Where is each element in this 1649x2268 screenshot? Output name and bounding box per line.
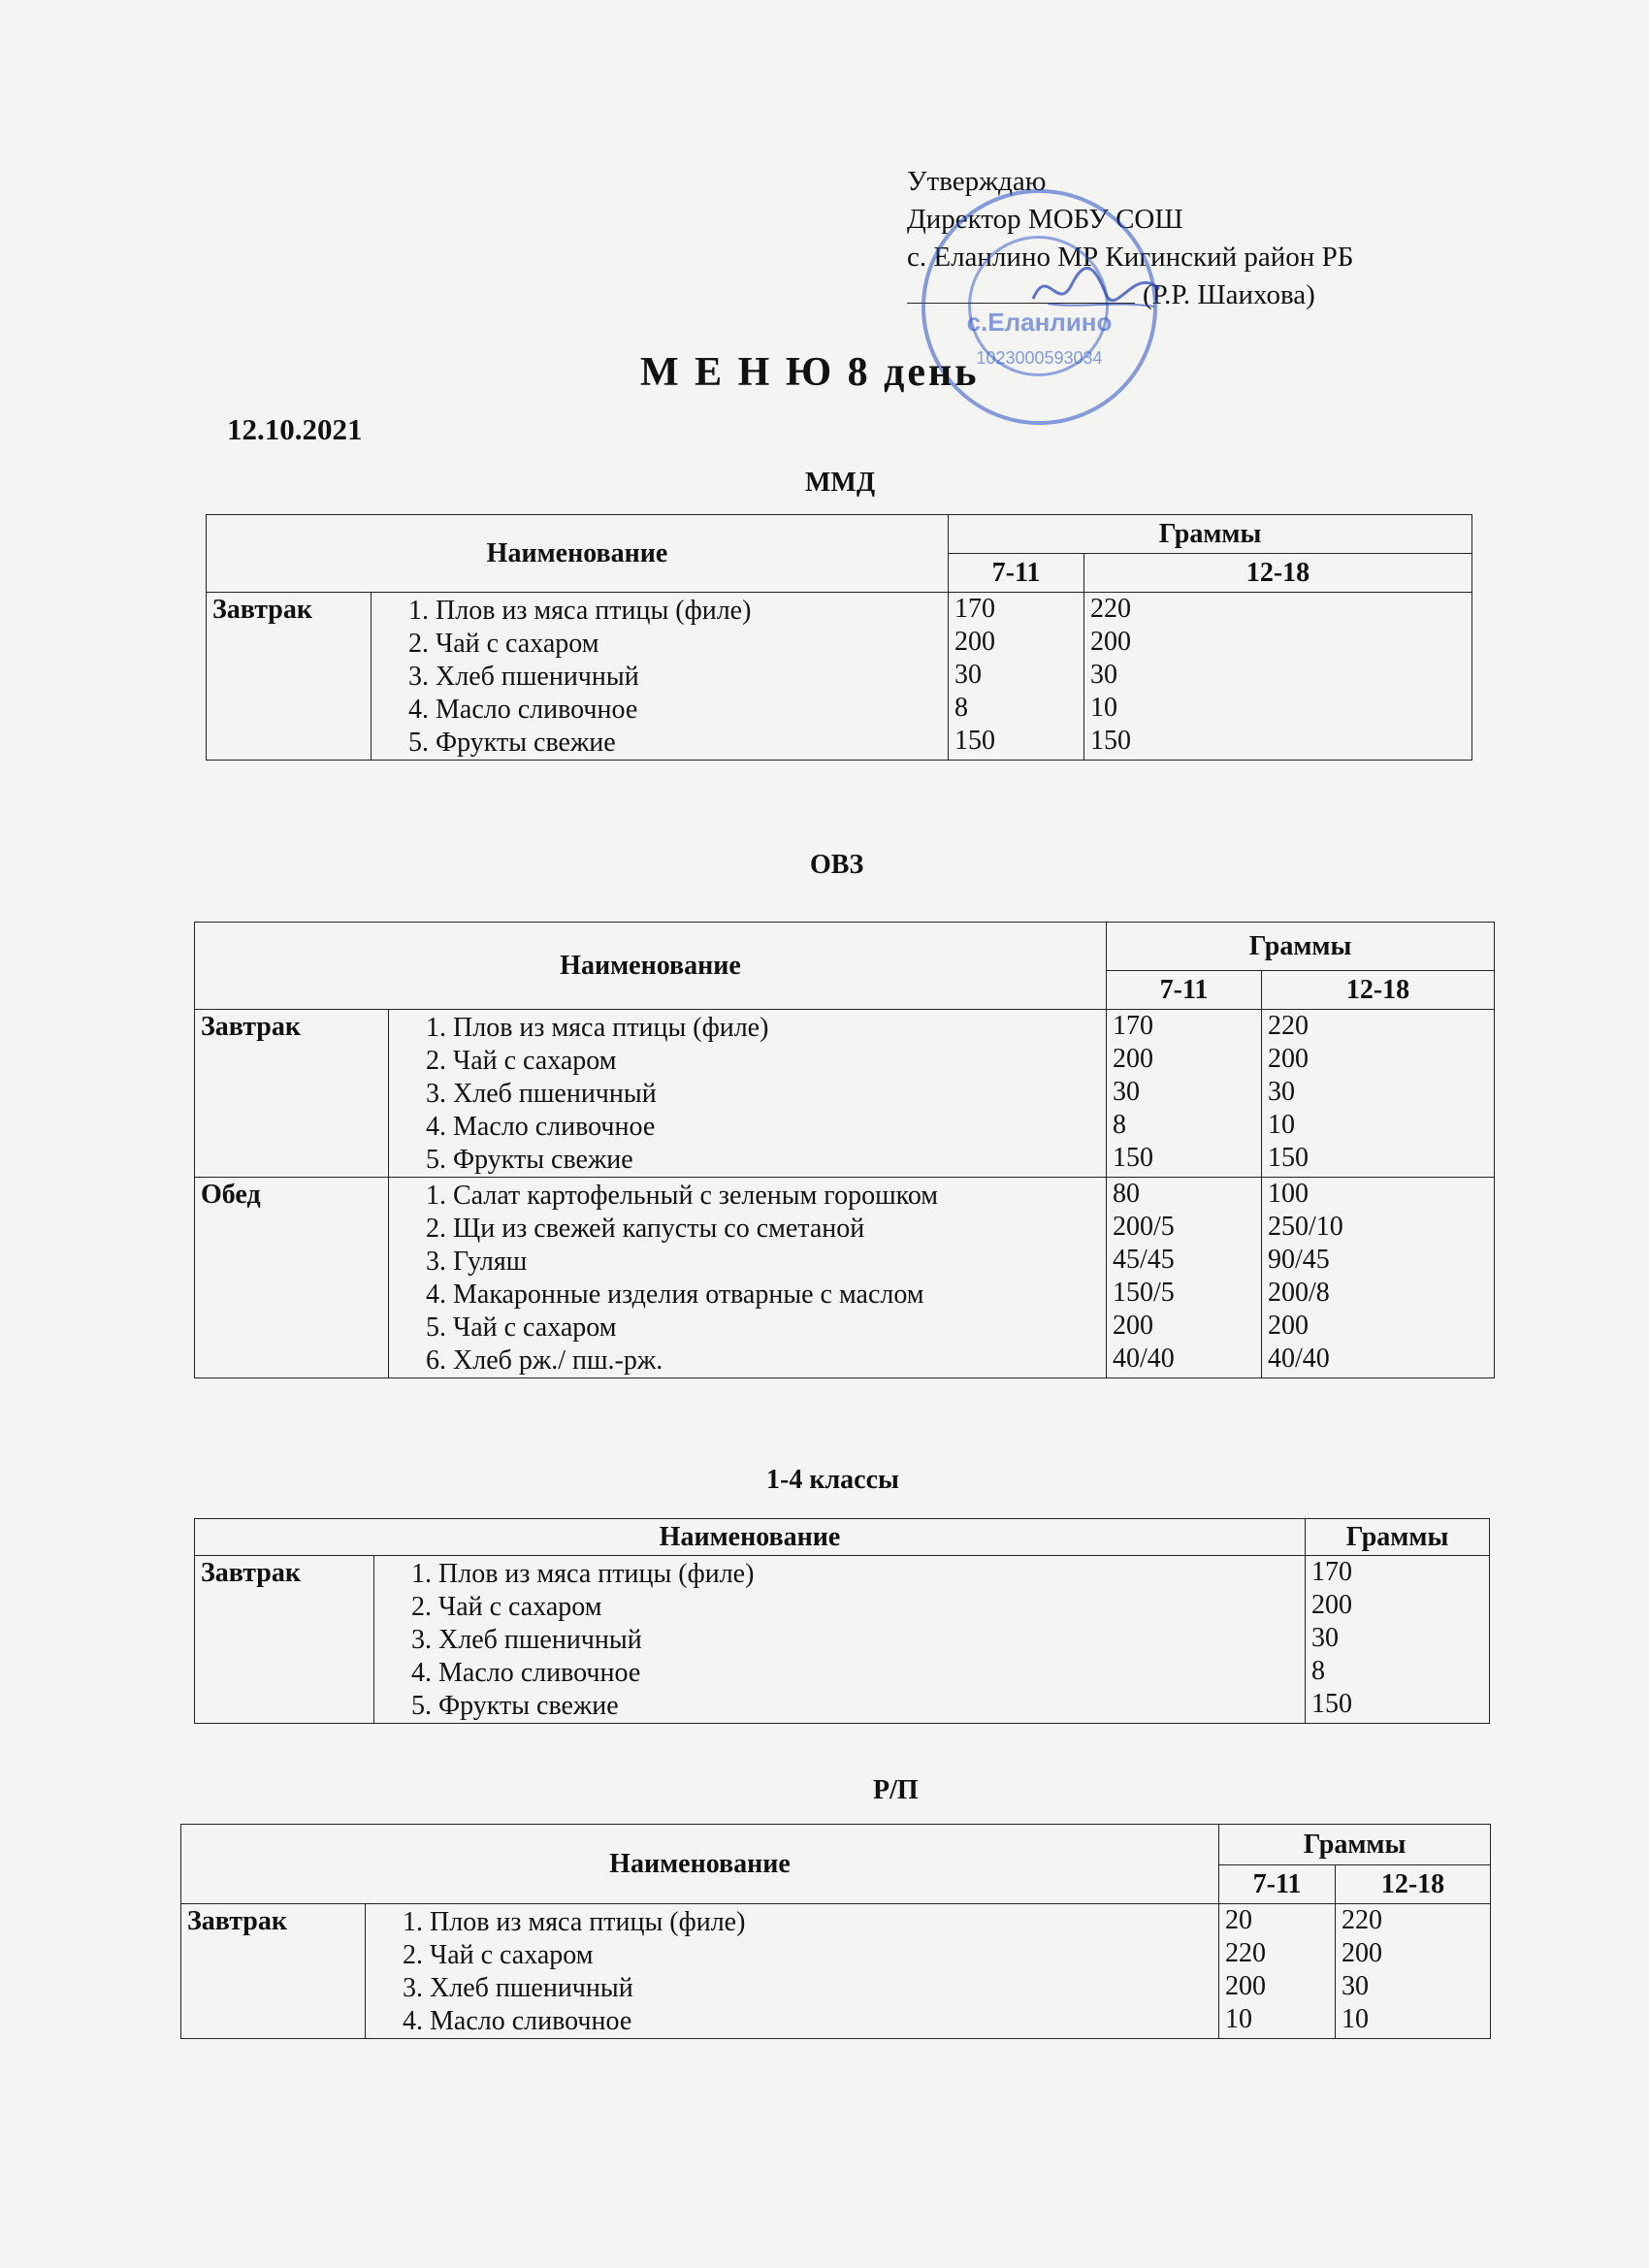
grams-value: 200: [1113, 1311, 1154, 1341]
stamp-number: 1023000593034: [976, 348, 1103, 368]
column-header-grams: Граммы: [1219, 1825, 1491, 1865]
menu-table-grades-1-4: [194, 1518, 1490, 1724]
meal-label: Обед: [195, 1178, 389, 1378]
grams-value: 30: [1311, 1623, 1340, 1653]
dish-list: [389, 1178, 1107, 1378]
grams-value: 150: [1113, 1143, 1154, 1173]
section-heading-rp: Р/П: [873, 1775, 919, 1805]
dish-item: 3. Хлеб пшеничный: [438, 1624, 1299, 1657]
grams-value: 80: [1113, 1179, 1141, 1209]
dish-item: 2. Чай с сахаром: [438, 1591, 1299, 1624]
grams-value: 200: [1268, 1311, 1310, 1341]
grams-value: 20: [1225, 1905, 1253, 1935]
approval-line-1: Утверждаю: [907, 166, 1047, 197]
approval-line-2: Директор МОБУ СОШ: [907, 204, 1183, 235]
grams-value: 220: [1268, 1011, 1310, 1041]
dish-item: 1. Плов из мяса птицы (филе): [436, 595, 942, 628]
grams-value: 10: [1342, 2004, 1370, 2034]
grams-value: 150/5: [1113, 1278, 1175, 1308]
dish-item: 1. Плов из мяса птицы (филе): [430, 1906, 1212, 1939]
grams-value: 8: [1311, 1656, 1326, 1686]
grams-value: 170: [1113, 1011, 1154, 1041]
grams-age-1: [1306, 1556, 1490, 1724]
section-heading-mmd: ММД: [805, 468, 876, 498]
menu-table-mmd: [206, 514, 1472, 761]
column-header-age-1: 7-11: [1107, 971, 1262, 1010]
stamp-town: с.Еланлино: [966, 308, 1113, 337]
column-header-name: Наименование: [207, 515, 949, 593]
grams-value: 150: [1090, 726, 1132, 756]
column-header-grams: Граммы: [1306, 1519, 1490, 1556]
dish-item: 1. Салат картофельный с зеленым горошком: [453, 1180, 1100, 1213]
approval-line-3: с. Еланлино МР Кигинский район РБ: [907, 242, 1354, 273]
menu-table-ovz: [194, 922, 1495, 1378]
dish-item: 4. Масло сливочное: [436, 694, 942, 727]
grams-value: 10: [1090, 693, 1118, 723]
column-header-name: Наименование: [195, 1519, 1306, 1556]
dish-item: 2. Щи из свежей капусты со сметаной: [453, 1213, 1100, 1246]
grams-age-2: [1262, 1178, 1495, 1378]
dish-item: 1. Плов из мяса птицы (филе): [438, 1558, 1299, 1591]
meal-label: Завтрак: [195, 1010, 389, 1178]
grams-value: 220: [1090, 594, 1132, 624]
grams-value: 10: [1225, 2004, 1253, 2034]
dish-item: 4. Масло сливочное: [430, 2005, 1212, 2038]
column-header-age-2: 12-18: [1262, 971, 1495, 1010]
column-header-age-1: 7-11: [949, 554, 1084, 593]
grams-value: 40/40: [1113, 1344, 1175, 1374]
dish-item: 3. Хлеб пшеничный: [430, 1972, 1212, 2005]
grams-value: 220: [1225, 1938, 1267, 1968]
dish-item: 4. Масло сливочное: [453, 1111, 1100, 1144]
grams-value: 8: [1113, 1110, 1127, 1140]
grams-value: 30: [1342, 1971, 1370, 2001]
grams-value: 200: [1113, 1044, 1154, 1074]
dish-list: [366, 1904, 1219, 2039]
dish-item: 3. Хлеб пшеничный: [453, 1078, 1100, 1111]
grams-value: 150: [1311, 1689, 1353, 1719]
grams-age-2: [1262, 1010, 1495, 1178]
grams-age-1: [1219, 1904, 1336, 2039]
director-signature: [1028, 260, 1164, 318]
grams-value: 30: [954, 660, 983, 690]
grams-value: 200: [1342, 1938, 1383, 1968]
grams-age-1: [1107, 1010, 1262, 1178]
dish-item: 5. Чай с сахаром: [453, 1312, 1100, 1345]
grams-age-2: [1336, 1904, 1491, 2039]
grams-age-1: [1107, 1178, 1262, 1378]
grams-value: 200/8: [1268, 1278, 1330, 1308]
grams-value: 200: [1225, 1971, 1267, 2001]
grams-value: 200: [954, 627, 996, 657]
page-title: М Е Н Ю 8 день: [640, 350, 980, 395]
grams-value: 200: [1311, 1590, 1353, 1620]
dish-list: [374, 1556, 1306, 1724]
grams-age-1: [949, 593, 1084, 761]
grams-value: 40/40: [1268, 1344, 1330, 1374]
approval-line-4: (Р.Р. Шаихова): [1143, 279, 1315, 310]
dish-item: 5. Фрукты свежие: [453, 1144, 1100, 1177]
grams-value: 90/45: [1268, 1245, 1330, 1275]
dish-item: 2. Чай с сахаром: [430, 1939, 1212, 1972]
grams-value: 220: [1342, 1905, 1383, 1935]
grams-value: 200: [1090, 627, 1132, 657]
meal-label: Завтрак: [207, 593, 372, 761]
dish-item: 3. Хлеб пшеничный: [436, 661, 942, 694]
grams-value: 170: [1311, 1557, 1353, 1587]
menu-table-rp: [180, 1824, 1491, 2039]
grams-value: 250/10: [1268, 1212, 1343, 1242]
column-header-age-2: 12-18: [1084, 554, 1472, 593]
dish-item: 1. Плов из мяса птицы (филе): [453, 1012, 1100, 1045]
dish-item: 4. Масло сливочное: [438, 1657, 1299, 1690]
dish-list: [372, 593, 949, 761]
column-header-grams: Граммы: [1107, 923, 1495, 971]
menu-date: 12.10.2021: [227, 412, 363, 446]
column-header-age-2: 12-18: [1336, 1865, 1491, 1904]
grams-value: 100: [1268, 1179, 1310, 1209]
grams-value: 200: [1268, 1044, 1310, 1074]
column-header-name: Наименование: [195, 923, 1107, 1010]
grams-value: 10: [1268, 1110, 1296, 1140]
grams-value: 30: [1268, 1077, 1296, 1107]
dish-item: 5. Фрукты свежие: [438, 1690, 1299, 1723]
grams-value: 30: [1090, 660, 1118, 690]
dish-item: 3. Гуляш: [453, 1246, 1100, 1279]
dish-item: 2. Чай с сахаром: [453, 1045, 1100, 1078]
grams-value: 170: [954, 594, 996, 624]
column-header-grams: Граммы: [949, 515, 1472, 554]
dish-item: 4. Макаронные изделия отварные с маслом: [453, 1279, 1100, 1312]
grams-age-2: [1084, 593, 1472, 761]
grams-value: 200/5: [1113, 1212, 1175, 1242]
column-header-name: Наименование: [181, 1825, 1219, 1904]
grams-value: 45/45: [1113, 1245, 1175, 1275]
meal-label: Завтрак: [181, 1904, 366, 2039]
section-heading-grades-1-4: 1-4 классы: [766, 1465, 899, 1495]
meal-label: Завтрак: [195, 1556, 374, 1724]
grams-value: 150: [954, 726, 996, 756]
grams-value: 8: [954, 693, 969, 723]
dish-item: 2. Чай с сахаром: [436, 628, 942, 661]
dish-list: [389, 1010, 1107, 1178]
section-heading-ovz: ОВЗ: [810, 850, 864, 880]
grams-value: 30: [1113, 1077, 1141, 1107]
dish-item: 6. Хлеб рж./ пш.-рж.: [453, 1345, 1100, 1377]
column-header-age-1: 7-11: [1219, 1865, 1336, 1904]
grams-value: 150: [1268, 1143, 1310, 1173]
dish-item: 5. Фрукты свежие: [436, 727, 942, 760]
